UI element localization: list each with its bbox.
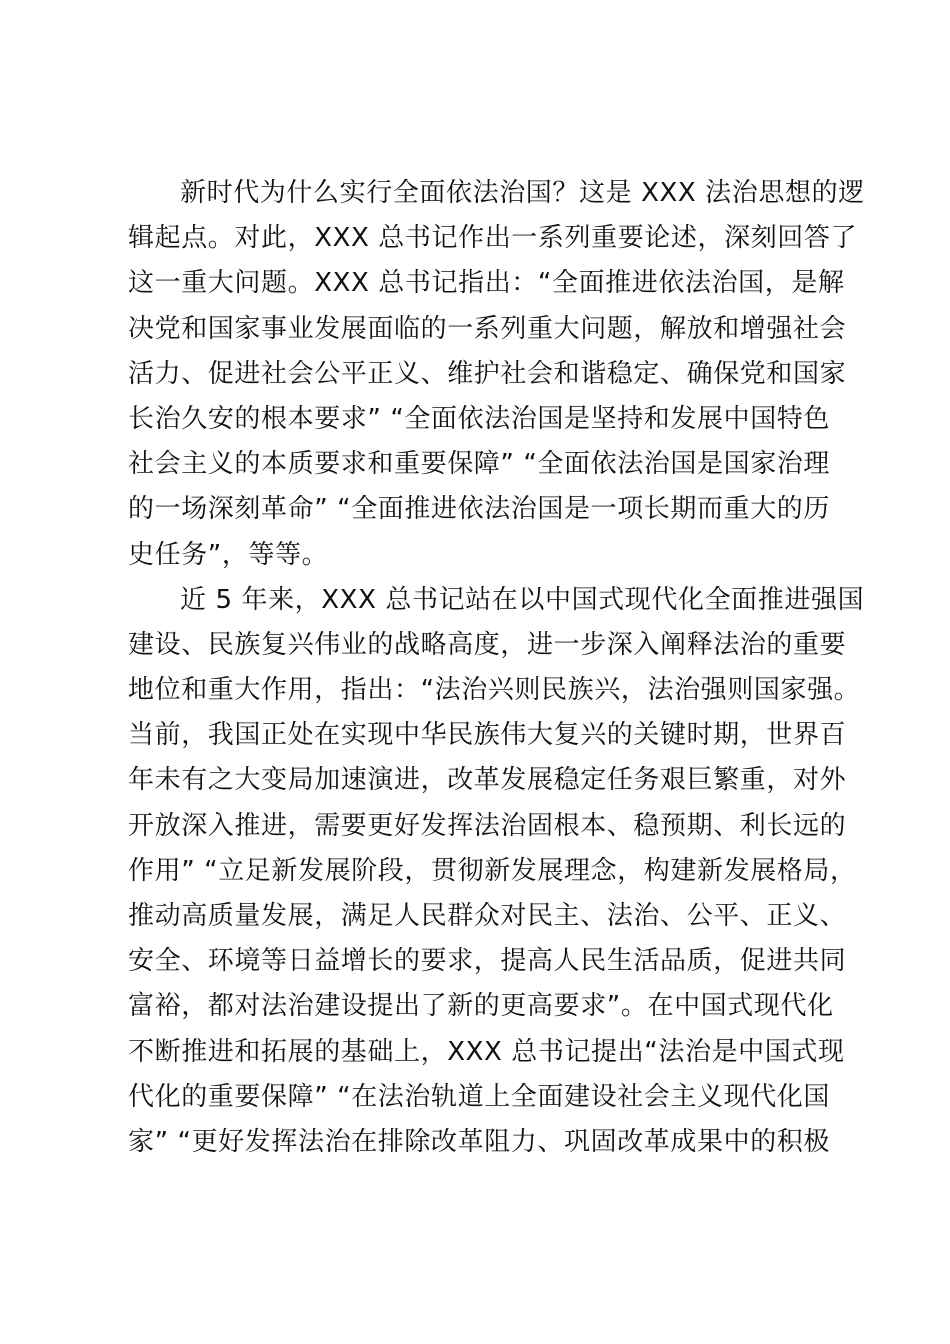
text-line: 史任务”，等等。 <box>128 539 329 570</box>
text-line: 这一重大问题。XXX 总书记指出：“全面推进依法治国，是解 <box>128 268 845 299</box>
text-line: 活力、促进社会公平正义、维护社会和谐稳定、确保党和国家 <box>128 358 847 389</box>
text-line: 长治久安的根本要求” “全面依法治国是坚持和发展中国特色 <box>128 403 831 434</box>
text-line: 社会主义的本质要求和重要保障” “全面依法治国是国家治理 <box>128 449 831 480</box>
document-body <box>128 171 865 1165</box>
text-line: 年未有之大变局加速演进，改革发展稳定任务艰巨繁重，对外 <box>128 765 847 796</box>
text-line: 安全、环境等日益增长的要求，提高人民生活品质，促进共同 <box>128 946 847 977</box>
text-line: 新时代为什么实行全面依法治国？这是 XXX 法治思想的逻 <box>180 178 865 208</box>
paragraph-2 <box>128 578 865 1165</box>
text-line: 不断推进和拓展的基础上，XXX 总书记提出“法治是中国式现 <box>128 1036 845 1067</box>
text-line: 辑起点。对此，XXX 总书记作出一系列重要论述，深刻回答了 <box>128 223 858 254</box>
text-line: 推动高质量发展，满足人民群众对民主、法治、公平、正义、 <box>128 901 847 931</box>
text-line: 建设、民族复兴伟业的战略高度，进一步深入阐释法治的重要 <box>128 629 847 660</box>
text-line: 家” “更好发挥法治在排除改革阻力、巩固改革成果中的积极 <box>128 1126 831 1157</box>
text-line: 开放深入推进，需要更好发挥法治固根本、稳预期、利长远的 <box>128 810 847 841</box>
text-line: 富裕，都对法治建设提出了新的更高要求”。在中国式现代化 <box>128 991 834 1022</box>
text-line: 代化的重要保障” “在法治轨道上全面建设社会主义现代化国 <box>128 1081 831 1112</box>
paragraph-1 <box>128 171 865 578</box>
text-line: 近 5 年来，XXX 总书记站在以中国式现代化全面推进强国 <box>180 584 865 615</box>
text-line: 的一场深刻革命” “全面推进依法治国是一项长期而重大的历 <box>128 494 831 525</box>
text-line: 当前，我国正处在实现中华民族伟大复兴的关键时期，世界百 <box>128 720 847 751</box>
text-line: 作用” “立足新发展阶段，贯彻新发展理念，构建新发展格局， <box>128 855 857 886</box>
text-line: 地位和重大作用，指出：“法治兴则民族兴，法治强则国家强。 <box>128 675 861 706</box>
text-line: 决党和国家事业发展面临的一系列重大问题，解放和增强社会 <box>128 313 847 344</box>
